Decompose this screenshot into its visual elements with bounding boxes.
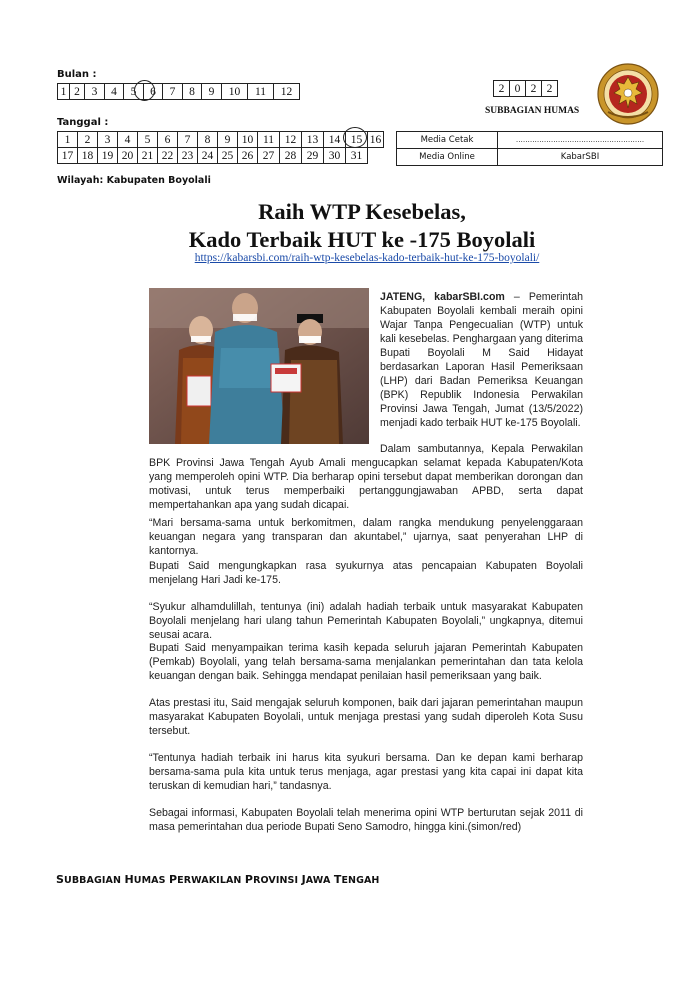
month-cell-8: 8	[183, 84, 202, 100]
year-digit-2: 2	[542, 81, 558, 97]
day-cell-13: 13	[302, 132, 324, 148]
day-cell-22: 22	[158, 148, 178, 164]
day-cell-5: 5	[138, 132, 158, 148]
month-grid	[57, 83, 300, 100]
tanggal-label: Tanggal :	[57, 117, 109, 128]
day-cell-24: 24	[198, 148, 218, 164]
media-online-label: Media Online	[397, 149, 498, 166]
paragraph-1: Dalam sambutannya, Kepala Perwakilan BPK Provinsi Jawa Tengah Ayub Amali mengucapkan selamat kepada Kabupaten/Kota yang memperoleh opini WTP. Dia berharap opini tersebut dapat memberikan dorongan dan motivasi, untuk terus memperbaiki pertanggungjawaban APBD, serta dapat mempertahankan apa yang sudah dicapai.	[149, 443, 583, 511]
month-cell-12: 12	[274, 84, 300, 100]
day-cell-15: 15	[346, 132, 368, 148]
year-digit-2: 2	[526, 81, 542, 97]
wilayah-label: Wilayah: Kabupaten Boyolali	[57, 175, 211, 186]
day-cell-1: 1	[58, 132, 78, 148]
paragraph-2: “Mari bersama-sama untuk berkomitmen, dalam rangka mendukung penyelenggaraan keuangan negara yang transparan dan akuntabel,” ujarnya, saat penyerahan LHP di kantornya.	[149, 517, 583, 557]
ceremony-photo	[149, 288, 369, 444]
day-cell-2: 2	[78, 132, 98, 148]
month-cell-9: 9	[202, 84, 222, 100]
footer-word: ENGAH	[341, 875, 380, 886]
day-cell-23: 23	[178, 148, 198, 164]
month-cell-5: 5	[124, 84, 144, 100]
footer-cap: H	[124, 873, 134, 886]
photo-illustration	[149, 288, 369, 444]
media-online-value: KabarSBI	[498, 149, 663, 166]
day-cell-11: 11	[258, 132, 280, 148]
day-cell-9: 9	[218, 132, 238, 148]
footer-org	[56, 873, 379, 886]
day-cell-10: 10	[238, 132, 258, 148]
month-cell-6: 6	[144, 84, 163, 100]
footer-word: UBBAGIAN	[64, 875, 122, 886]
article-lead	[380, 290, 583, 430]
day-cell-8: 8	[198, 132, 218, 148]
paragraph-4: “Syukur alhamdulillah, tentunya (ini) adalah hadiah terbaik untuk masyarakat Kabupaten Boyolali menjelang hari ulang tahun Pemerintah Kabupaten Boyolali,” ungkapnya, ditemui seusai acara.	[149, 601, 583, 641]
paragraph-6: Atas prestasi itu, Said mengajak seluruh komponen, baik dari jajaran pemerintahan maupun masyarakat Kabupaten Boyolali, untuk menjaga prestasi yang sudah diperoleh Kota Susu tersebut.	[149, 697, 583, 737]
month-cell-3: 3	[85, 84, 105, 100]
footer-cap: J	[301, 873, 306, 886]
media-cetak-label: Media Cetak	[397, 132, 498, 149]
year-digit-0: 0	[510, 81, 526, 97]
day-cell-17: 17	[58, 148, 78, 164]
bpk-emblem-icon	[596, 62, 660, 126]
month-cell-7: 7	[163, 84, 183, 100]
media-table	[396, 131, 663, 166]
footer-cap: T	[333, 873, 342, 886]
bulan-label: Bulan :	[57, 69, 97, 80]
month-cell-11: 11	[248, 84, 274, 100]
day-cell-6: 6	[158, 132, 178, 148]
paragraph-8: Sebagai informasi, Kabupaten Boyolali telah menerima opini WTP berturutan sejak 2011 di masa pemerintahan dua periode Bupati Seno Samodro, hingga kini.(simon/red)	[149, 807, 583, 833]
lead-text: – Pemerintah Kabupaten Boyolali kembali meraih opini Wajar Tanpa Pengecualian (WTP) untuk kali kesebelas. Penghargaan yang diterima Bupati Boyolali M Said Hidayat berdasarkan Laporan Hasil Pemeriksaan (LHP) dari Badan Pemeriksa Keuangan (BPK) Republik Indonesia Perwakilan Provinsi Jawa Tengah, Jumat (13/5/2022) menjadi kado terbaik HUT ke-175 Boyolali.	[380, 291, 584, 429]
paragraph-5: Bupati Said menyampaikan terima kasih kepada seluruh jajaran Pemerintah Kabupaten (Pemkab) Boyolali, yang telah bersama-sama menjalankan pemerintahan dan tata kelola keuangan dengan baik. Sehingga mendapat penilaian hasil pemeriksaan yang baik.	[149, 642, 583, 682]
footer-cap: P	[168, 873, 178, 886]
footer-word: AWA	[305, 875, 331, 886]
day-cell-31: 31	[346, 148, 368, 164]
day-grid	[57, 131, 384, 164]
footer-word: ERWAKILAN	[177, 875, 242, 886]
day-cell-26: 26	[238, 148, 258, 164]
article-title-line1: Raih WTP Kesebelas,	[258, 199, 466, 224]
day-cell-4: 4	[118, 132, 138, 148]
article-url-link[interactable]: https://kabarsbi.com/raih-wtp-kesebelas-kado-terbaik-hut-ke-175-boyolali/	[194, 252, 540, 264]
article-title-line2: Kado Terbaik HUT ke -175 Boyolali	[188, 227, 536, 252]
day-cell-19: 19	[98, 148, 118, 164]
org-label: SUBBAGIAN HUMAS	[485, 106, 580, 116]
day-cell-3: 3	[98, 132, 118, 148]
month-cell-4: 4	[105, 84, 124, 100]
day-cell-25: 25	[218, 148, 238, 164]
month-cell-10: 10	[222, 84, 248, 100]
month-cell-1: 1	[58, 84, 70, 100]
footer-word: UMAS	[133, 875, 166, 886]
year-digit-2: 2	[494, 81, 510, 97]
footer-cap: P	[244, 873, 254, 886]
year-grid	[493, 80, 558, 97]
day-cell-28: 28	[280, 148, 302, 164]
dateline: JATENG, kabarSBI.com	[380, 291, 505, 303]
footer-word: ROVINSI	[253, 875, 299, 886]
paragraph-3: Bupati Said mengungkapkan rasa syukurnya atas pencapaian Kabupaten Boyolali menjelang Hari Jadi ke-175.	[149, 560, 583, 586]
day-cell-16: 16	[368, 132, 384, 148]
month-cell-2: 2	[70, 84, 85, 100]
day-cell-30: 30	[324, 148, 346, 164]
day-cell-14: 14	[324, 132, 346, 148]
day-cell-7: 7	[178, 132, 198, 148]
day-cell-18: 18	[78, 148, 98, 164]
footer-cap: S	[56, 873, 65, 886]
day-cell-29: 29	[302, 148, 324, 164]
paragraph-7: “Tentunya hadiah terbaik ini harus kita syukuri bersama. Dan ke depan kami berharap bersama-sama pula kita untuk terus menjaga, agar prestasi yang kita capai ini dapat kita teruskan di kemudian hari,” tandasnya.	[149, 752, 583, 792]
day-cell-27: 27	[258, 148, 280, 164]
media-cetak-value: ……………………………………………….	[498, 132, 663, 149]
day-cell-20: 20	[118, 148, 138, 164]
day-cell-21: 21	[138, 148, 158, 164]
day-cell-12: 12	[280, 132, 302, 148]
